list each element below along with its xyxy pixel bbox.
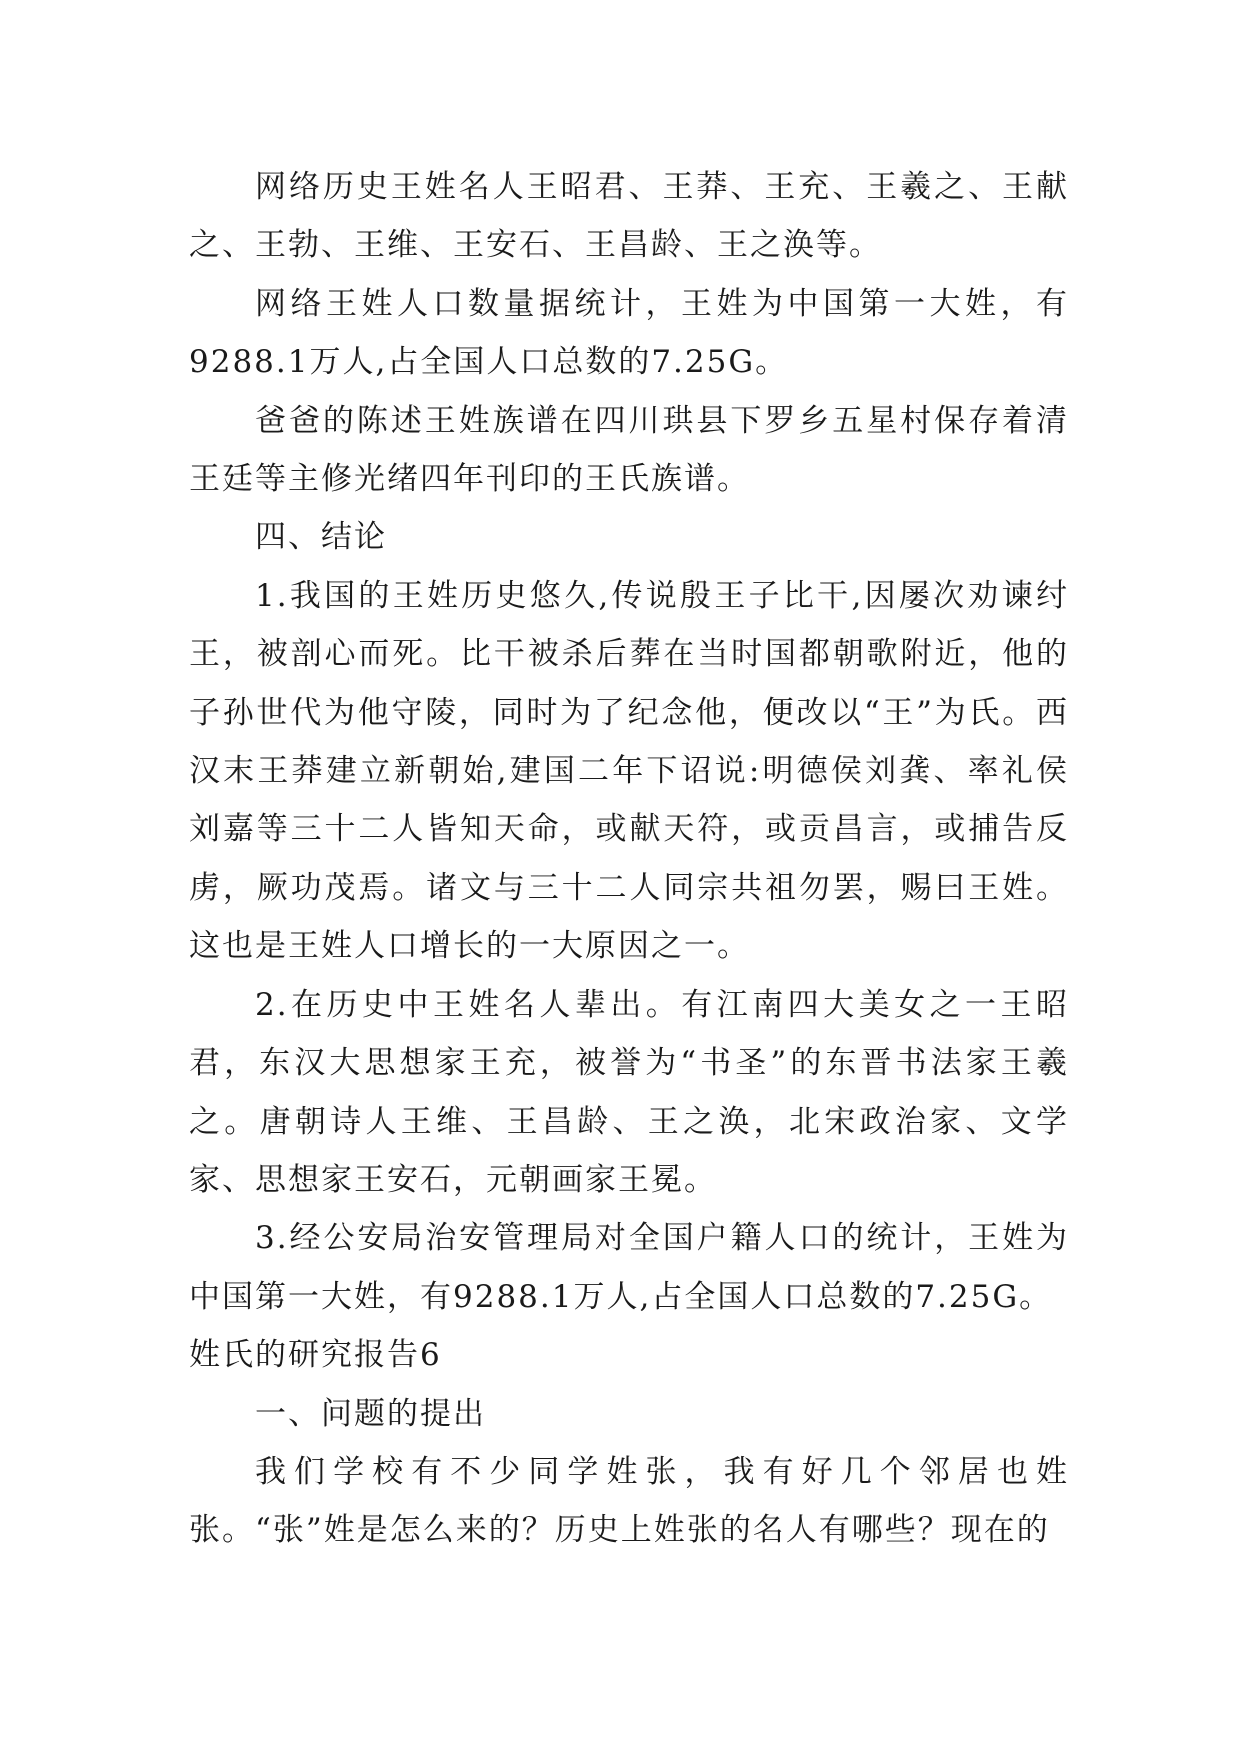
- paragraph-conclusion-3: 3.经公安局治安管理局对全国户籍人口的统计，王姓为中国第一大姓，有9288.1万人,占全国人口总数的7.25G。: [189, 1220, 1069, 1315]
- paragraph-conclusion-1: 1.我国的王姓历史悠久,传说殷王子比干,因屡次劝谏纣王，被剖心而死。比干被杀后葬在当时国都朝歌附近，他的子孙世代为他守陵，同时为了纪念他，便改以“王”为氏。西汉末王莽建立新朝始,建国二年下诏说:明德侯刘龚、率礼侯刘嘉等三十二人皆知天命，或献天符，或贡昌言，或捕告反虏，厥功茂焉。诸文与三十二人同宗共祖勿罢，赐曰王姓。这也是王姓人口增长的一大原因之一。: [189, 577, 1069, 965]
- paragraph-population-stats: 网络王姓人口数量据统计，王姓为中国第一大姓，有9288.1万人,占全国人口总数的7.25G。: [189, 285, 1069, 381]
- paragraph-zhang-intro: 我们学校有不少同学姓张，我有好几个邻居也姓张。“张”姓是怎么来的？历史上姓张的名人有哪些？现在的: [189, 1453, 1069, 1549]
- report-title: 姓氏的研究报告6: [189, 1337, 442, 1374]
- document-body: [189, 158, 1069, 1560]
- section-heading-problem: 一、问题的提出: [255, 1395, 486, 1432]
- paragraph-conclusion-2: 2.在历史中王姓名人辈出。有江南四大美女之一王昭君，东汉大思想家王充，被誉为“书圣”的东晋书法家王羲之。唐朝诗人王维、王昌龄、王之涣，北宋政治家、文学家、思想家王安石，元朝画家王冕。: [189, 986, 1069, 1198]
- section-heading-conclusion: 四、结论: [255, 519, 387, 556]
- paragraph-famous-wang: 网络历史王姓名人王昭君、王莽、王充、王羲之、王献之、王勃、王维、王安石、王昌龄、王之涣等。: [189, 169, 1069, 264]
- paragraph-family-genealogy: 爸爸的陈述王姓族谱在四川珙县下罗乡五星村保存着清王廷等主修光绪四年刊印的王氏族谱。: [189, 402, 1069, 498]
